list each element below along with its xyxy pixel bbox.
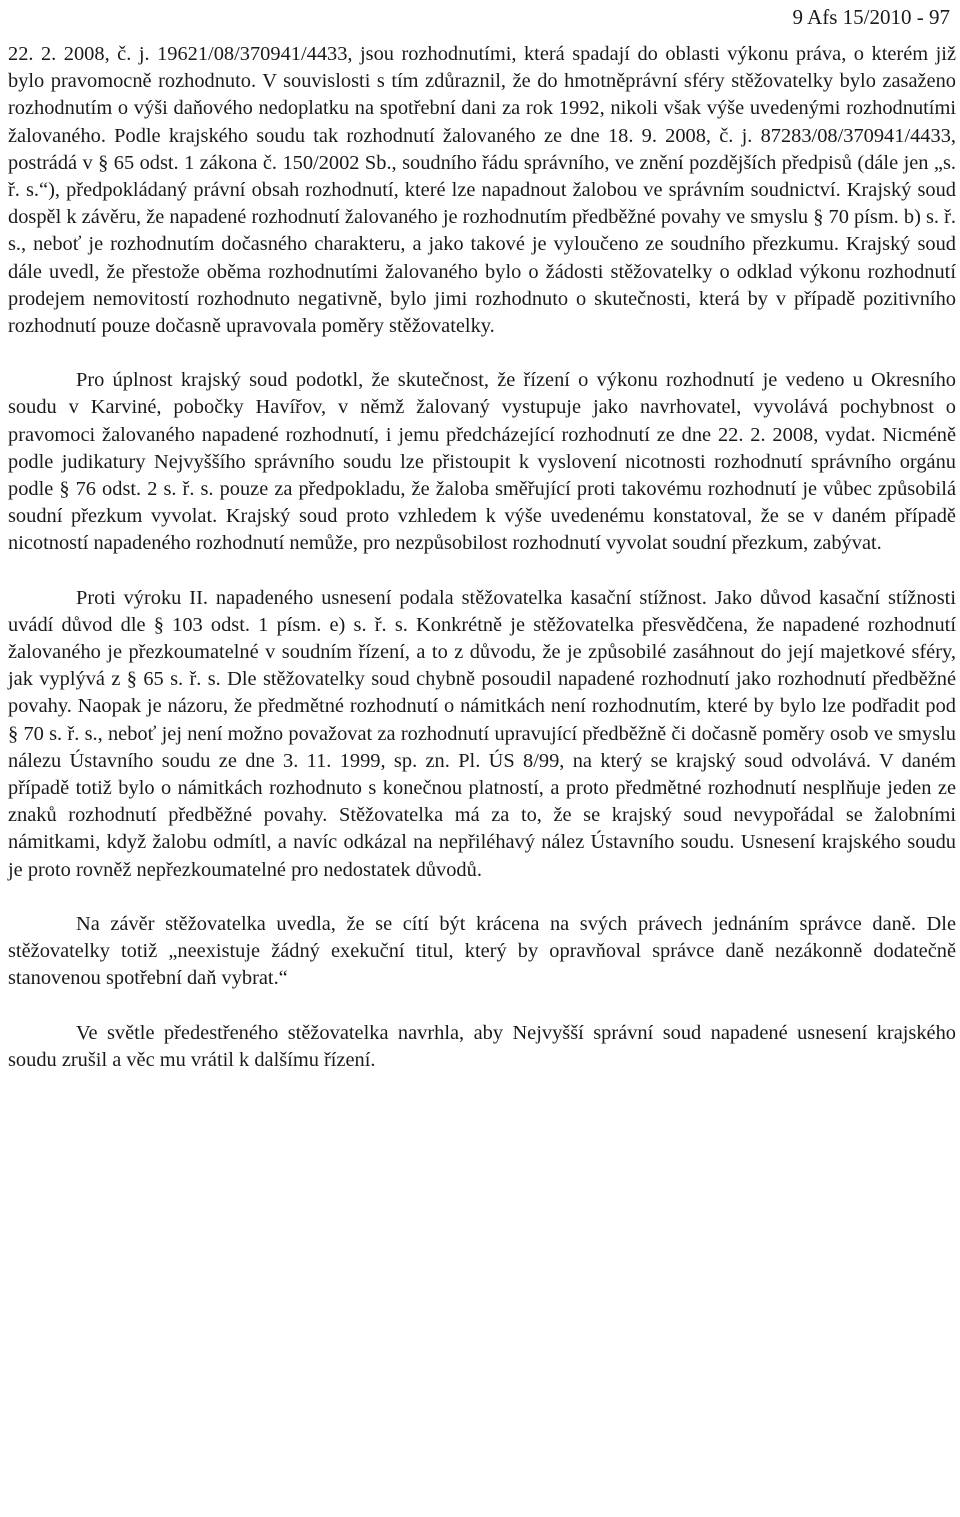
paragraph-cassation-complaint: Proti výroku II. napadeného usnesení podala stěžovatelka kasační stížnost. Jako důvod kasační stížnosti uvádí důvod dle § 103 odst. 1 písm. e) s. ř. s. Konkrétně je stěžovatelka přesvědčena, že napadené rozhodnutí žalovaného je přezkoumatelné v soudním řízení, a to z důvodu, že je způsobilé zasáhnout do její majetkové sféry, jak vyplývá z § 65 s. ř. s. Dle stěžovatelky soud chybně posoudil napadené rozhodnutí jako rozhodnutí předběžné povahy. Naopak je názoru, že předmětné rozhodnutí o námitkách není rozhodnutím, které by bylo lze podřadit pod § 70 s. ř. s., neboť jej není možno považovat za rozhodnutí upravující předběžně či dočasně poměry osob ve smyslu nálezu Ústavního soudu ze dne 3. 11. 1999, sp. zn. Pl. ÚS 8/99, na který se krajský soud odvolává. V daném případě totiž bylo o námitkách rozhodnuto s konečnou platností, a proto předmětné rozhodnutí nesplňuje jeden ze znaků rozhodnutí předběžné povahy. Stěžovatelka má za to, že se krajský soud nevypořádal se žalobními námitkami, když žalobu odmítl, a navíc odkázal na nepřiléhavý nález Ústavního soudu. Usnesení krajského soudu je proto rovněž nepřezkoumatelné pro nedostatek důvodů. bbox=[8, 586, 956, 881]
paragraph-completeness-note: Pro úplnost krajský soud podotkl, že skutečnost, že řízení o výkonu rozhodnutí je vedeno u Okresního soudu v Karviné, pobočky Havířov, v němž žalovaný vystupuje jako navrhovatel, vyvolává pochybnost o pravomoci žalovaného napadené rozhodnutí, i jemu předcházející rozhodnutí ze dne 22. 2. 2008, vydat. Nicméně podle judikatury Nejvyššího správního soudu lze přistoupit k vyslovení nicotnosti rozhodnutí správního orgánu podle § 76 odst. 2 s. ř. s. pouze za předpokladu, že žaloba směřující proti takovému rozhodnutí je vůbec způsobilá soudní přezkum vyvolat. Krajský soud proto vzhledem k výše uvedenému konstatoval, že se v daném případě nicotností napadeného rozhodnutí nemůže, pro nezpůsobilost rozhodnutí vyvolat soudní přezkum, zabývat. bbox=[8, 369, 956, 555]
paragraph-conclusion: Na závěr stěžovatelka uvedla, že se cítí být krácena na svých právech jednáním správce daně. Dle stěžovatelky totiž „neexistuje žádný exekuční titul, který by opravňoval správce daně nezákonně dodatečně stanovenou spotřební daň vybrat.“ bbox=[8, 912, 956, 990]
paragraph-continuation: 22. 2. 2008, č. j. 19621/08/370941/4433, jsou rozhodnutími, která spadají do oblasti výkonu práva, o kterém již bylo pravomocně rozhodnuto. V souvislosti s tím zdůraznil, že do hmotněprávní sféry stěžovatelky bylo zasaženo rozhodnutím o výši daňového nedoplatku na spotřební dani za rok 1992, nikoli však výše uvedenými rozhodnutími žalovaného. Podle krajského soudu tak rozhodnutí žalovaného ze dne 18. 9. 2008, č. j. 87283/08/370941/4433, postrádá v § 65 odst. 1 zákona č. 150/2002 Sb., soudního řádu správního, ve znění pozdějších předpisů (dále jen „s. ř. s.“), předpokládaný právní obsah rozhodnutí, které lze napadnout žalobou ve správním soudnictví. Krajský soud dospěl k závěru, že napadené rozhodnutí žalovaného je rozhodnutím předběžné povahy ve smyslu § 70 písm. b) s. ř. s., neboť je rozhodnutím dočasného charakteru, a jako takové je vyloučeno ze soudního přezkumu. Krajský soud dále uvedl, že přestože oběma rozhodnutími žalovaného bylo o žádosti stěžovatelky o odklad výkonu rozhodnutí prodejem nemovitostí rozhodnuto negativně, bylo jimi rozhodnuto o skutečnosti, která by v případě pozitivního rozhodnutí pouze dočasně upravovala poměry stěžovatelky. bbox=[8, 43, 956, 338]
document-body bbox=[8, 41, 956, 1074]
page-reference: 9 Afs 15/2010 - 97 bbox=[792, 5, 950, 29]
paragraph-motion: Ve světle předestřeného stěžovatelka navrhla, aby Nejvyšší správní soud napadené usnesení krajského soudu zrušil a věc mu vrátil k dalšímu řízení. bbox=[8, 1021, 956, 1071]
